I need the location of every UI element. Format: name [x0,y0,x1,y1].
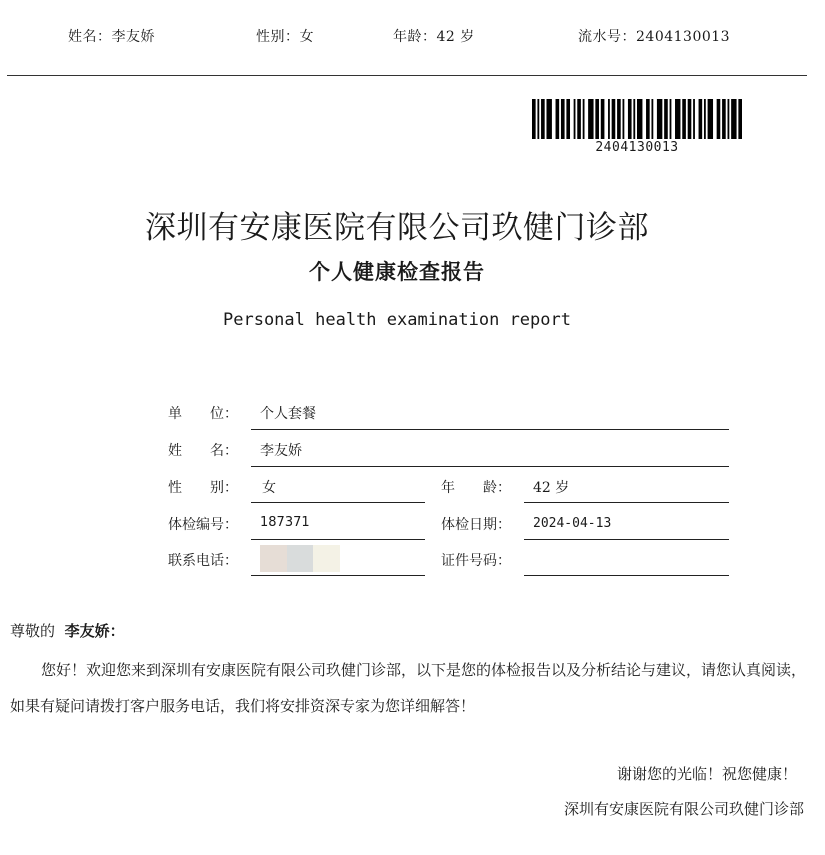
name-value: 李友娇 [260,443,302,459]
barcode-bar [623,99,625,139]
report-title: 个人健康检查报告 [309,259,485,284]
barcode-bar [561,99,565,139]
barcode-bar [601,99,605,139]
barcode-bar [693,99,695,139]
barcode-bar [577,99,581,139]
barcode-bar [628,99,632,139]
barcode-bar [637,99,642,139]
unit-underline [251,429,729,430]
header-divider [7,75,807,76]
barcode-bar [612,99,616,139]
age-value: 42 岁 [533,480,570,496]
greeting [10,620,125,641]
barcode-bar [574,99,576,139]
barcode-bar [657,99,662,139]
header-name: 姓名：李友娇 [68,29,155,45]
barcode-bar [541,99,545,139]
barcode-bar [699,99,703,139]
id-number-label: 证件号码： [441,553,511,569]
salutation: 尊敬的 [10,622,56,640]
unit-label: 单 位： [168,406,238,422]
barcode-bar [556,99,560,139]
id-number-underline [524,575,729,576]
barcode-bar [670,99,672,139]
barcode-bar [595,99,599,139]
name-underline [251,466,729,467]
exam-date-label: 体检日期： [441,517,511,533]
barcode-bar [664,99,668,139]
thanks-line: 谢谢您的光临！祝您健康！ [616,765,797,783]
age-label: 年 龄： [441,480,511,496]
barcode-bar [728,99,730,139]
barcode-bar [608,99,610,139]
barcode-bar [704,99,706,139]
barcode-bar [617,99,621,139]
name-label: 姓 名： [168,443,238,459]
barcode-bar [682,99,686,139]
exam-number-underline [251,539,425,540]
age-underline [524,502,729,503]
header-age: 年龄：42 岁 [393,29,475,45]
barcode-number: 2404130013 [595,140,679,155]
phone-label: 联系电话： [168,553,238,569]
barcode-bar [688,99,692,139]
barcode-bar [646,99,650,139]
exam-date-underline [524,539,729,540]
phone-underline [251,575,425,576]
barcode-bar [651,99,653,139]
unit-value: 个人套餐 [260,406,316,422]
gender-value: 女 [262,480,276,496]
barcode-bar [738,99,742,139]
barcode-bar [532,99,536,139]
barcode-bar [633,99,635,139]
barcode-bar [546,99,551,139]
barcode-bar [708,99,713,139]
recipient-name: 李友娇： [64,622,125,640]
report-title-english: Personal health examination report [223,310,571,330]
barcode-bar [537,99,539,139]
barcode-bar [583,99,585,139]
barcode-bar [675,99,680,139]
signature: 深圳有安康医院有限公司玖健门诊部 [563,800,804,818]
barcode [532,99,742,139]
barcode-bar [588,99,593,139]
phone-value-redacted [260,545,340,572]
header-gender: 性别：女 [256,29,314,45]
barcode-bar [722,99,726,139]
exam-date-value: 2024-04-13 [533,516,612,531]
exam-number-label: 体检编号： [168,517,238,533]
exam-number-value: 187371 [260,515,310,530]
gender-label: 性 别： [168,480,238,496]
barcode-bar [717,99,721,139]
barcode-bar [566,99,570,139]
gender-underline [251,502,425,503]
letter-body: 您好！欢迎您来到深圳有安康医院有限公司玖健门诊部，以下是您的体检报告以及分析结论与建议，请您认真阅读，如果有疑问请拨打客户服务电话，我们将安排资深专家为您详细解答！ [10,661,807,715]
organization-title: 深圳有安康医院有限公司玖健门诊部 [145,210,649,246]
header-serial-number: 流水号：2404130013 [578,29,731,45]
barcode-bar [731,99,736,139]
